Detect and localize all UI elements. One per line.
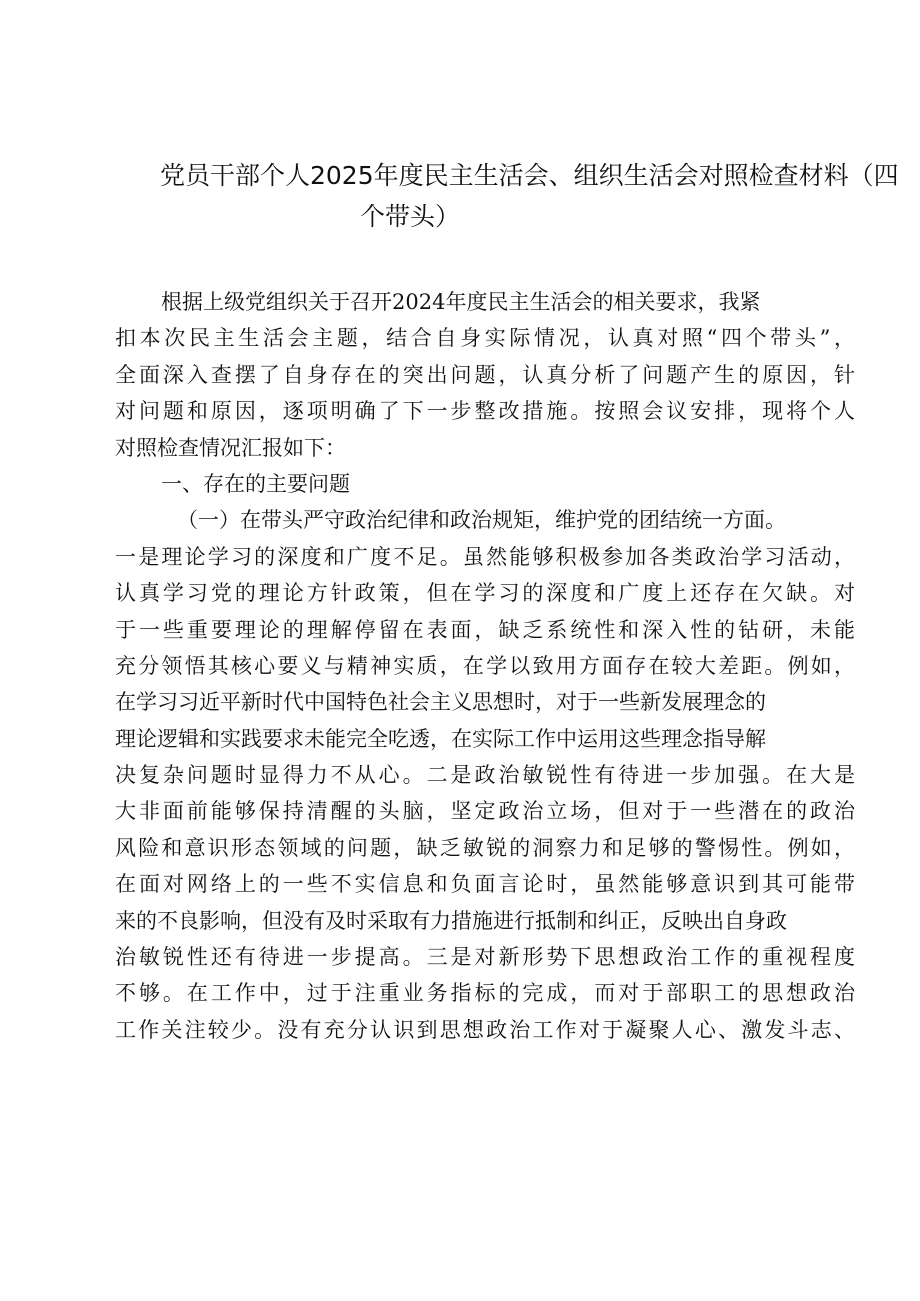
section1-line-15: 工作关注较少。没有充分认识到思想政治工作对于凝聚人心、激发斗志、 — [115, 1017, 855, 1042]
section1-line-9: 大非面前能够保持清醒的头脑，坚定政治立场，但对于一些潜在的政治 — [115, 799, 855, 824]
section1-line-2: 一是理论学习的深度和广度不足。虽然能够积极参加各类政治学习活动， — [115, 544, 855, 569]
section1-line-1: （一）在带头严守政治纪律和政治规矩，维护党的团结统一方面。 — [177, 508, 786, 533]
section1-line-4: 于一些重要理论的理解停留在表面，缺乏系统性和深入性的钻研，未能 — [115, 617, 855, 642]
document-title — [160, 155, 899, 237]
section1-line-5: 充分领悟其核心要义与精神实质，在学以致用方面存在较大差距。例如， — [115, 653, 855, 678]
section1-line-6: 在学习习近平新时代中国特色社会主义思想时，对于一些新发展理念的 — [115, 690, 766, 715]
section1-line-13: 治敏锐性还有待进一步提高。三是对新形势下思想政治工作的重视程度 — [115, 945, 855, 970]
intro-line-2: 扣本次民主生活会主题，结合自身实际情况，认真对照“四个带头”， — [115, 326, 855, 351]
section1-line-8: 决复杂问题时显得力不从心。二是政治敏锐性有待进一步加强。在大是 — [115, 763, 855, 788]
intro-line-1: 根据上级党组织关于召开2024年度民主生活会的相关要求，我紧 — [161, 290, 761, 314]
section1-line-10: 风险和意识形态领域的问题，缺乏敏锐的洞察力和足够的警惕性。例如， — [115, 835, 855, 860]
section1-line-7: 理论逻辑和实践要求未能完全吃透，在实际工作中运用这些理念指导解 — [115, 726, 766, 751]
title-line-1: 党员干部个人2025年度民主生活会、组织生活会对照检查材料（四 — [160, 161, 899, 190]
section1-line-3: 认真学习党的理论方针政策，但在学习的深度和广度上还存在欠缺。对 — [115, 581, 855, 606]
intro-line-3: 全面深入查摆了自身存在的突出问题，认真分析了问题产生的原因，针 — [115, 362, 855, 387]
intro-line-5: 对照检查情况汇报如下： — [115, 435, 346, 460]
section1-line-11: 在面对网络上的一些不实信息和负面言论时，虽然能够意识到其可能带 — [115, 872, 855, 897]
section1-line-12: 来的不良影响，但没有及时采取有力措施进行抵制和纠正，反映出自身政 — [115, 908, 787, 933]
section1-line-14: 不够。在工作中，过于注重业务指标的完成，而对于部职工的思想政治 — [115, 981, 855, 1006]
document-body — [115, 284, 855, 1048]
title-line-2: 个带头） — [360, 202, 461, 231]
section-heading-1: 一、存在的主要问题 — [161, 471, 350, 496]
intro-line-4: 对问题和原因，逐项明确了下一步整改措施。按照会议安排，现将个人 — [115, 399, 855, 424]
